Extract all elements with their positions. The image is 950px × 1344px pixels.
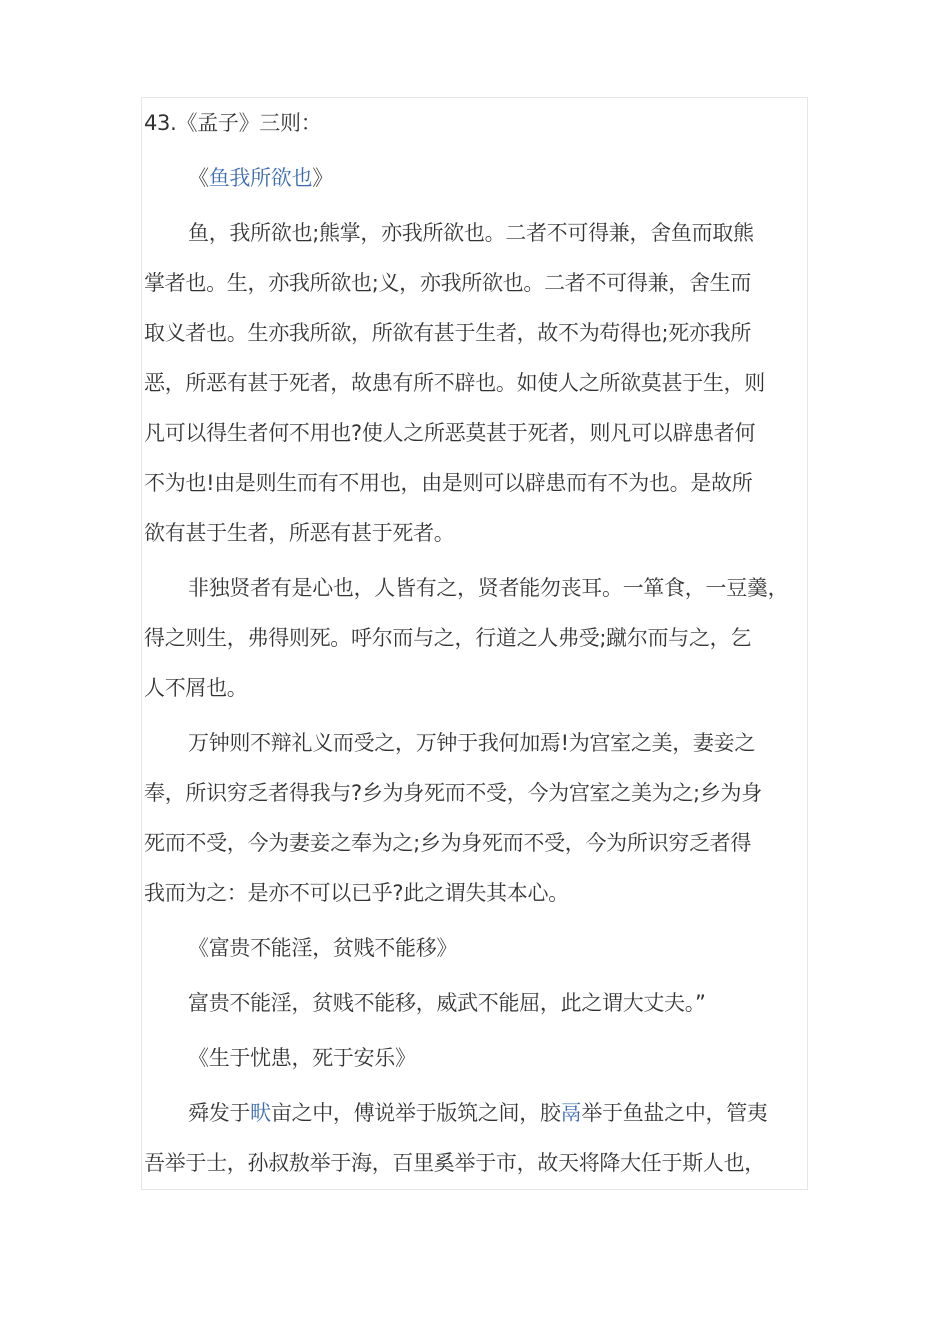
- article-body: [144, 98, 816, 1193]
- paragraph-5-text-a: 舜发于: [188, 1101, 251, 1125]
- section-title-yu-wo-suo-yu-ye: [144, 153, 816, 203]
- paragraph-3-line-4: 我而为之：是亦不可以已乎?此之谓失其本心。: [144, 881, 569, 905]
- paragraph-1-line-1: 鱼，我所欲也;熊掌，亦我所欲也。二者不可得兼，舍鱼而取熊: [188, 221, 754, 245]
- paragraph-2: [144, 563, 816, 713]
- paragraph-1-line-3: 取义者也。生亦我所欲，所欲有甚于生者，故不为苟得也;死亦我所: [144, 321, 752, 345]
- paragraph-2-line-1: 非独贤者有是心也，人皆有之，贤者能勿丧耳。一箪食，一豆羹，: [188, 576, 789, 600]
- paragraph-3-line-3: 死而不受，今为妻妾之奉为之;乡为身死而不受，今为所识穷乏者得: [144, 831, 752, 855]
- paragraph-3: [144, 718, 816, 918]
- title-link-yu-wo-suo-yu-ye[interactable]: 鱼我所欲也: [208, 166, 313, 190]
- paragraph-1: [144, 208, 816, 558]
- link-ge[interactable]: 鬲: [560, 1101, 582, 1125]
- paragraph-5-line-1: [144, 1088, 816, 1138]
- paragraph-5-line-2: 吾举于士，孙叔敖举于海，百里奚举于市，故天将降大任于斯人也，: [144, 1151, 765, 1175]
- paragraph-1-line-4: 恶，所恶有甚于死者，故患有所不辟也。如使人之所欲莫甚于生，则: [144, 371, 765, 395]
- paragraph-1-line-6: 不为也!由是则生而有不用也，由是则可以辟患而有不为也。是故所: [144, 471, 753, 495]
- paragraph-1-line-2: 掌者也。生，亦我所欲也;义，亦我所欲也。二者不可得兼，舍生而: [144, 271, 752, 295]
- paragraph-5-text-c: 举于鱼盐之中，管夷: [581, 1101, 768, 1125]
- paragraph-1-line-5: 凡可以得生者何不用也?使人之所恶莫甚于死者，则凡可以辟患者何: [144, 421, 756, 445]
- article-heading: 43.《孟子》三则：: [144, 111, 322, 135]
- paragraph-2-line-2: 得之则生，弗得则死。呼尔而与之，行道之人弗受;蹴尔而与之，乞: [144, 626, 752, 650]
- link-quan[interactable]: 畎: [250, 1101, 271, 1125]
- title-open-bracket: 《: [188, 166, 209, 190]
- paragraph-3-line-2: 奉，所识穷乏者得我与?乡为身死而不受，今为宫室之美为之;乡为身: [144, 781, 762, 805]
- paragraph-2-line-3: 人不屑也。: [144, 676, 248, 700]
- paragraph-5-text-b: 亩之中，傅说举于版筑之间，胶: [270, 1101, 561, 1125]
- paragraph-3-line-1: 万钟则不辩礼义而受之，万钟于我何加焉!为宫室之美，妻妾之: [188, 731, 756, 755]
- paragraph-4: 富贵不能淫，贫贱不能移，威武不能屈，此之谓大丈夫。”: [188, 991, 706, 1015]
- paragraph-5: [144, 1088, 816, 1188]
- title-close-bracket: 》: [312, 166, 333, 190]
- paragraph-1-line-7: 欲有甚于生者，所恶有甚于死者。: [144, 521, 455, 545]
- section-title-fu-gui: 《富贵不能淫，贫贱不能移》: [188, 936, 458, 960]
- section-title-sheng-yu-you-huan: 《生于忧患，死于安乐》: [188, 1046, 416, 1070]
